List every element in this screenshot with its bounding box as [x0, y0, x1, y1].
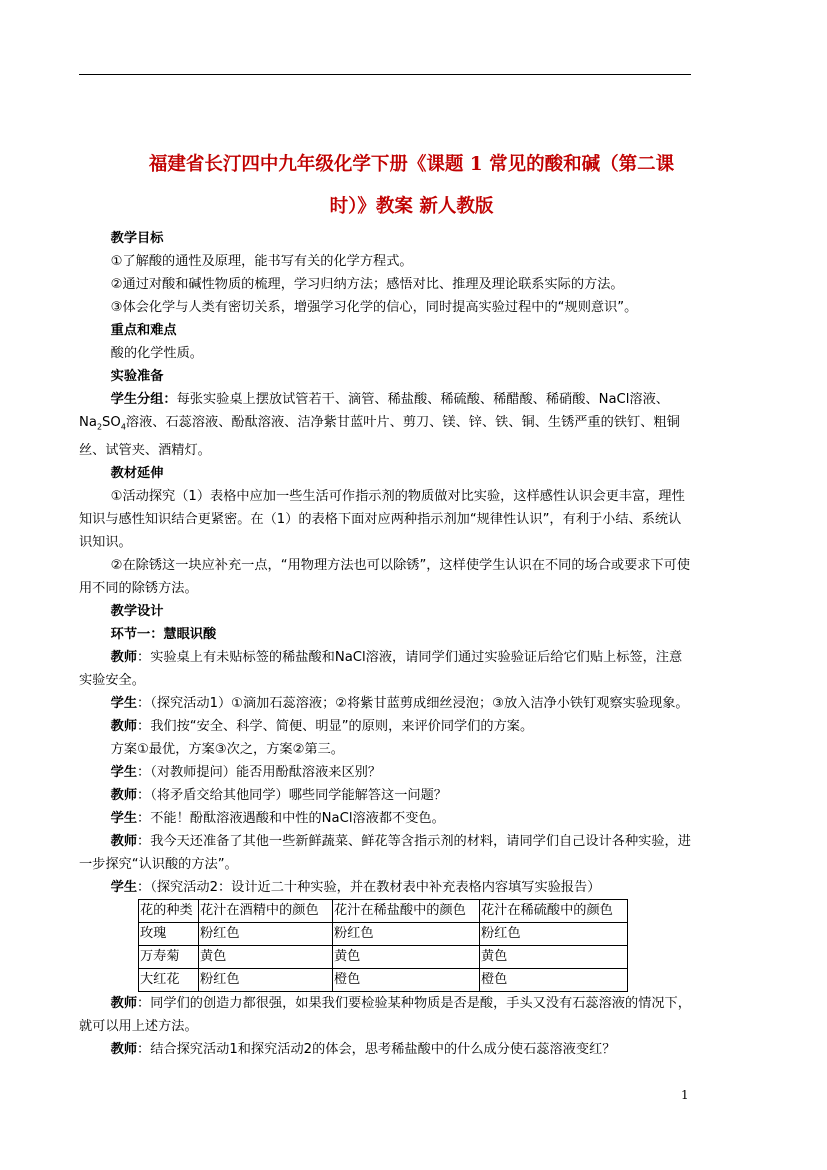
section-heading-key: 重点和难点 — [110, 323, 177, 338]
key-text: 酸的化学性质。 — [110, 346, 203, 361]
table-cell: 玫瑰 — [139, 922, 199, 945]
doc-title-line1: 福建省长汀四中九年级化学下册《课题 1 常见的酸和碱（第二课 — [148, 154, 675, 175]
table-cell: 粉红色 — [199, 968, 333, 991]
header-rule — [79, 74, 691, 75]
link1-heading: 环节一：慧眼识酸 — [110, 626, 217, 642]
dialogue-line — [79, 992, 694, 1038]
table-row — [139, 945, 628, 968]
table-header-cell: 花汁在稀盐酸中的颜色 — [333, 899, 480, 922]
table-row — [139, 922, 628, 945]
table-cell: 黄色 — [480, 945, 628, 968]
table-cell: 黄色 — [199, 945, 333, 968]
plan-text: 方案①最优，方案③次之，方案②第三。 — [110, 741, 344, 757]
dialogue-text: ：我们按“安全、科学、简便、明显”的原则，来评价同学们的方案。 — [137, 718, 534, 734]
table-cell: 橙色 — [333, 968, 480, 991]
speaker-label: 教师 — [110, 995, 138, 1011]
extension-item: ①活动探究（1）表格中应加一些生活可作指示剂的物质做对比实验，这样感性认识会更丰富，理性知识与感性知识结合更紧密。在（1）的表格下面对应两种指示剂加“规律性认识”，有利于小结、系统认识知识。 — [79, 488, 685, 550]
section-heading-goals: 教学目标 — [110, 231, 164, 246]
subscript: 4 — [120, 422, 126, 432]
speaker-label: 学生 — [110, 810, 138, 826]
goal-item: ③体会化学与人类有密切关系，增强学习化学的信心，同时提高实验过程中的“规则意识”。 — [110, 300, 638, 315]
dialogue-text: ：同学们的创造力都很强，如果我们要检验某种物质是否是酸，手头又没有石蕊溶液的情况下，就可以用上述方法。 — [79, 995, 691, 1034]
table-row — [139, 968, 628, 991]
table-cell: 大红花 — [139, 968, 199, 991]
speaker-label: 教师 — [110, 1041, 138, 1057]
table-cell: 粉红色 — [333, 922, 480, 945]
speaker-label: 教师 — [110, 649, 138, 665]
speaker-label: 学生 — [110, 764, 138, 780]
doc-title-line2: 时）》教案 新人教版 — [329, 196, 494, 217]
dialogue-text: ：（探究活动2：设计近二十种实验，并在教材表中补充表格内容填写实验报告） — [137, 879, 601, 895]
table-cell: 万寿菊 — [139, 945, 199, 968]
dialogue-line — [79, 1038, 694, 1061]
dialogue-line — [79, 807, 694, 830]
subscript: 2 — [96, 422, 103, 432]
speaker-label: 学生 — [110, 695, 138, 711]
table-header-cell: 花的种类 — [139, 899, 199, 922]
prep-text: 每张实验桌上摆放试管若干、滴管、稀盐酸、稀硫酸、稀醋酸、稀硝酸、NaCl溶液、Na — [79, 392, 669, 430]
dialogue-text: ：（探究活动1）①滴加石蕊溶液；②将紫甘蓝剪成细丝浸泡；③放入洁净小铁钉观察实验现象。 — [137, 695, 689, 711]
speaker-label: 教师 — [110, 833, 138, 849]
table-header-cell: 花汁在稀硫酸中的颜色 — [480, 899, 628, 922]
speaker-label: 教师 — [110, 787, 138, 803]
goal-item: ②通过对酸和碱性物质的梳理，学习归纳方法；感悟对比、推理及理论联系实际的方法。 — [110, 277, 624, 292]
table-cell: 粉红色 — [199, 922, 333, 945]
prep-label: 学生分组： — [110, 392, 177, 407]
table-cell: 橙色 — [480, 968, 628, 991]
goal-item: ①了解酸的通性及原理，能书写有关的化学方程式。 — [110, 254, 413, 269]
table-header-row — [139, 899, 628, 922]
dialogue-text: ：实验桌上有未贴标签的稀盐酸和NaCl溶液，请同学们通过实验验证后给它们贴上标签，注意实验安全。 — [79, 649, 683, 688]
dialogue-line — [79, 784, 694, 807]
section-heading-extension: 教材延伸 — [110, 465, 164, 481]
dialogue-text: ：（将矛盾交给其他同学）哪些同学能解答这一问题？ — [137, 787, 447, 803]
prep-text: 溶液、石蕊溶液、酚酞溶液、洁净紫甘蓝叶片、剪刀、镁、锌、铁、铜、生锈严重的铁钉、粗铜丝、试管夹、酒精灯。 — [79, 415, 680, 458]
dialogue-line — [79, 830, 694, 876]
extension-item: ②在除锈这一块应补充一点，“用物理方法也可以除锈”，这样使学生认识在不同的场合或要求下可使用不同的除锈方法。 — [79, 557, 691, 596]
flower-table-wrap — [79, 899, 694, 992]
speaker-label: 教师 — [110, 718, 138, 734]
dialogue-text: ：结合探究活动1和探究活动2的体会，思考稀盐酸中的什么成分使石蕊溶液变红？ — [137, 1041, 616, 1057]
dialogue-text: ：（对教师提问）能否用酚酞溶液来区别？ — [137, 764, 382, 780]
page-number: 1 — [681, 1088, 689, 1102]
table-cell: 黄色 — [333, 945, 480, 968]
dialogue-line — [79, 715, 694, 738]
section-heading-design: 教学设计 — [110, 603, 164, 619]
flower-indicator-table — [138, 899, 628, 992]
dialogue-text: ：不能！酚酞溶液遇酸和中性的NaCl溶液都不变色。 — [137, 810, 445, 826]
dialogue-line — [79, 646, 694, 692]
table-header-cell: 花汁在酒精中的颜色 — [199, 899, 333, 922]
dialogue-line — [79, 761, 694, 784]
table-cell: 粉红色 — [480, 922, 628, 945]
section-heading-prep: 实验准备 — [110, 369, 164, 384]
dialogue-line — [79, 692, 694, 715]
speaker-label: 学生 — [110, 879, 138, 895]
dialogue-line — [79, 876, 694, 899]
prep-text: SO — [102, 415, 121, 430]
dialogue-text: ：我今天还准备了其他一些新鲜蔬菜、鲜花等含指示剂的材料，请同学们自己设计各种实验，进一步探究“认识酸的方法”。 — [79, 833, 691, 872]
doc-body — [79, 227, 694, 1061]
prep-paragraph — [79, 388, 694, 462]
